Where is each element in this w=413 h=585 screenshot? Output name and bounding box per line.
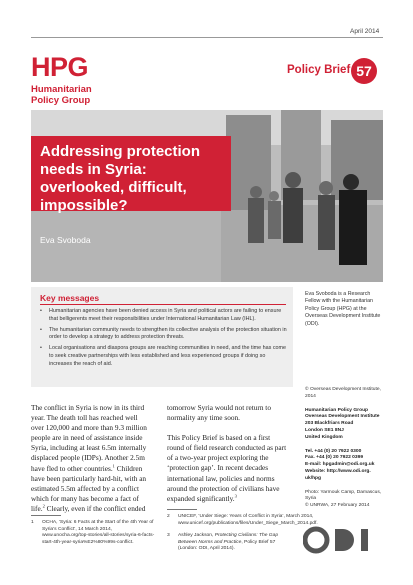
footnote-ref: 2 [42, 503, 45, 509]
photo-credit-line: Photo: Yarmouk Camp, Damascus, [305, 489, 382, 495]
copyright-notice: © Overseas Development Institute, 2014 [305, 387, 381, 399]
footnote [31, 520, 155, 546]
odi-logo-i [361, 529, 368, 551]
body-text: Clearly, even if the conflict ended [44, 503, 146, 513]
key-message-item: • Local organisations and diaspora groups are reaching communities in need, and the time has come to seek creative partnerships with less established and less experienced groups if doing so increases the reach of aid. [40, 345, 288, 368]
body-column-2 [167, 403, 288, 504]
contact-line: Tel. +44 (0) 20 7922 0300 [305, 448, 362, 454]
footnote-text-part: , Policy Brief 57 (London: ODI, April 2014). [178, 539, 276, 551]
key-messages-rule [40, 304, 286, 305]
policy-brief-label: Policy Brief [287, 64, 351, 76]
org-line: London SE1 8NJ [305, 427, 344, 433]
footnote-number: 2 [167, 514, 170, 519]
photo-credit-line: Syria [305, 496, 317, 502]
odi-logo-d [335, 529, 354, 551]
contact-line[interactable]: uk/hpg [305, 475, 322, 481]
hpg-subtitle [31, 84, 92, 106]
body-text: Children have been particularly hard-hit, with an estimated 5.5m affected by a conflict which for many has become a fact of life. [31, 463, 147, 513]
hpg-subtitle-line2: Policy Group [31, 95, 91, 106]
title-box [31, 136, 231, 214]
footnote [167, 533, 291, 553]
odi-logo [303, 526, 381, 554]
key-message-item: • The humanitarian community needs to strengthen its collective analysis of the protection situation in order to develop a strategy to address protection threats. [40, 327, 288, 343]
hpg-subtitle-line1: Humanitarian [31, 84, 92, 95]
org-line: Humanitarian Policy Group [305, 407, 369, 413]
publication-date: April 2014 [350, 28, 380, 35]
body-paragraph [31, 403, 152, 514]
footnote-number: 3 [167, 533, 170, 538]
footnote-text [178, 533, 291, 553]
footnote [167, 514, 318, 527]
policy-brief-number-badge: 57 [351, 58, 377, 84]
footnote-title: Protecting Civilians: The Gap Between Norms and Practice [178, 533, 279, 545]
body-paragraph: tomorrow Syria would not return to normality any time soon. [167, 403, 271, 423]
footnote-rule [167, 509, 197, 510]
contact-details [305, 449, 387, 483]
publisher-info [305, 387, 387, 510]
top-rule [31, 37, 383, 38]
key-message-item: • Humanitarian agencies have been denied access in Syria and political actors are failing to ensure that belligerents meet their responsibilities under International Humanitarian Law (IHL). [40, 308, 288, 324]
footnote-ref: 1 [112, 463, 115, 469]
body-text: This Policy Brief is based on a first round of field research conducted as part of a two-year project exploring the ‘protection gap’. In recent decades international law, policies and norms around the protection of civilians have expanded significantly. [167, 433, 287, 503]
footnote-ref: 3 [234, 493, 237, 499]
org-address [305, 408, 387, 442]
contact-line[interactable]: E-mail: hpgadmin@odi.org.uk [305, 462, 375, 468]
footnote-text: OCHA, ‘Syria: 6 Facts at the Start of the 4th Year of Syria’s Conflict’, 14 March 2014, www.unocha.org/top-stories/all-stories/syria-6-facts-start-4th-year-syria%E2%80%99s-conflict. [42, 520, 155, 545]
author-name: Eva Svoboda [40, 235, 91, 245]
body-column-1 [31, 403, 152, 514]
org-line: 203 Blackfriars Road [305, 421, 354, 427]
body-text: The conflict in Syria is now in its third year. The death toll has reached well over 120,000 and more than 9.3 million people are in need of assistance inside Syria, including at least 6.5m internally displaced people (IDPs). Another 2.5m have fled to other countries. [31, 403, 147, 473]
footnote-text-part: Ashley Jackson, [178, 533, 215, 538]
document-title: Addressing protection needs in Syria: overlooked, difficult, impossible? [40, 143, 201, 214]
contact-line: Fax. +44 (0) 20 7922 0399 [305, 455, 364, 461]
odi-logo-o [305, 529, 327, 551]
photo-credit [305, 490, 387, 510]
footnote-number: 1 [31, 520, 34, 525]
org-line: Overseas Development Institute [305, 414, 380, 420]
org-line: United Kingdom [305, 434, 343, 440]
hpg-logo: HPG [31, 52, 89, 82]
footnote-text: UNICEF, ‘Under Siege: Years of Conflict in Syria’, March 2014, www.unicef.org/publications/files/Under_Siege_March_2014.pdf. [178, 514, 318, 526]
key-messages-list [40, 308, 288, 372]
key-messages-heading: Key messages [40, 293, 100, 303]
contact-line[interactable]: Website: http://www.odi.org. [305, 468, 371, 474]
photo-credit-line: © UNRWA, 27 February 2014 [305, 503, 370, 509]
footnote-rule [31, 515, 61, 516]
body-paragraph [167, 433, 288, 504]
author-bio: Eva Svoboda is a Research Fellow with the Humanitarian Policy Group (HPG) at the Overseas Development Institute (ODI). [305, 291, 381, 327]
